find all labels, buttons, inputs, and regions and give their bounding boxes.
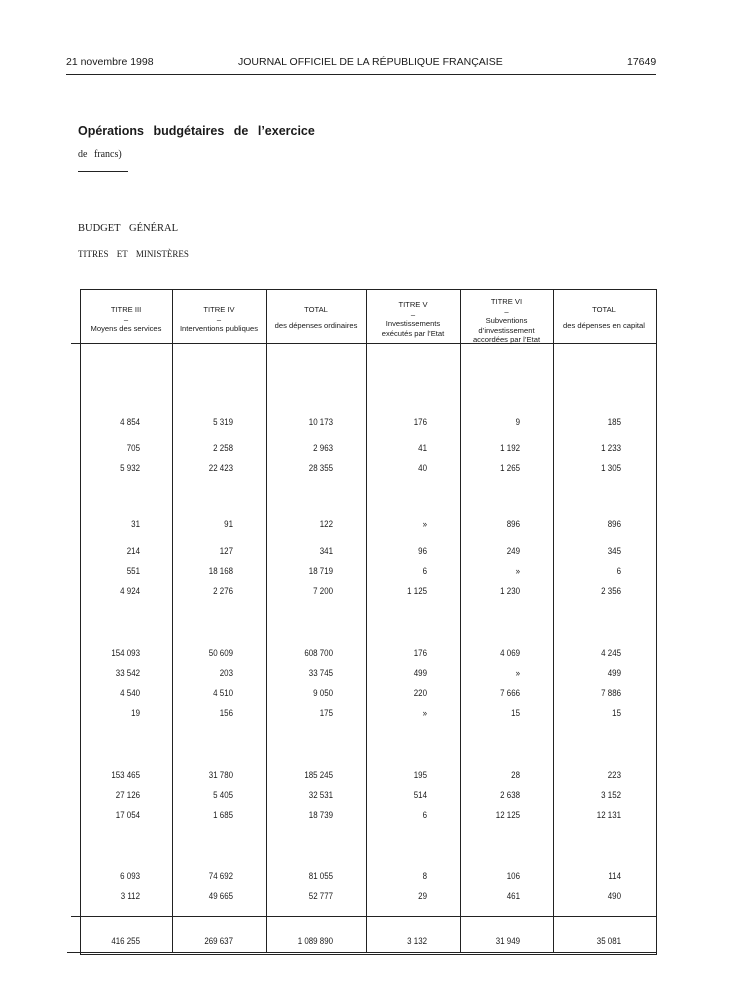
column-divider	[366, 289, 367, 953]
table-cell: 28 355	[308, 463, 333, 473]
table-cell: 49 665	[208, 891, 233, 901]
table-cell: 12 131	[596, 810, 621, 820]
table-cell: 1 192	[500, 443, 520, 453]
table-cell: 10 173	[308, 417, 333, 427]
document-title: Opérations budgétaires de l’exercice	[78, 124, 315, 138]
table-cell: 2 276	[213, 586, 233, 596]
table-cell: 2 963	[313, 443, 333, 453]
table-cell: 1 305	[601, 463, 621, 473]
table-cell: 7 666	[500, 688, 520, 698]
table-total-rule	[71, 916, 656, 917]
table-cell: 114	[608, 871, 621, 881]
column-divider	[553, 289, 554, 953]
table-header-rule	[71, 343, 656, 344]
table-cell: 18 168	[208, 566, 233, 576]
table-cell: »	[422, 708, 427, 718]
table-cell: 41	[418, 443, 427, 453]
table-cell: 33 745	[308, 668, 333, 678]
table-cell: 28	[511, 770, 520, 780]
table-cell: »	[515, 566, 520, 576]
column-divider	[266, 289, 267, 953]
table-cell: 176	[413, 648, 427, 658]
table-cell: 6	[422, 810, 427, 820]
table-cell: 122	[319, 519, 333, 529]
budget-table	[80, 289, 657, 955]
table-cell: 185 245	[304, 770, 333, 780]
header-page-number: 17649	[627, 56, 657, 68]
table-cell: 153 465	[111, 770, 140, 780]
table-cell: 4 245	[601, 648, 621, 658]
table-cell: 52 777	[308, 891, 333, 901]
table-cell: 18 719	[308, 566, 333, 576]
total-cell: 35 081	[596, 936, 621, 946]
title-underline	[78, 171, 128, 172]
total-cell: 1 089 890	[297, 936, 333, 946]
table-cell: 81 055	[308, 871, 333, 881]
table-cell: 19	[131, 708, 140, 718]
table-cell: 22 423	[208, 463, 233, 473]
total-cell: 269 637	[204, 936, 233, 946]
table-cell: 5 319	[213, 417, 233, 427]
table-cell: 31 780	[208, 770, 233, 780]
table-cell: 551	[126, 566, 140, 576]
table-cell: 9	[515, 417, 520, 427]
table-cell: 223	[607, 770, 621, 780]
table-cell: 345	[607, 546, 621, 556]
table-cell: 9 050	[313, 688, 333, 698]
table-cell: 3 152	[601, 790, 621, 800]
column-header-total-ordinaires: TOTAL des dépenses ordinaires	[274, 305, 358, 330]
table-cell: »	[515, 668, 520, 678]
table-cell: 8	[422, 871, 427, 881]
table-cell: 1 125	[407, 586, 427, 596]
header-journal-title: JOURNAL OFFICIEL DE LA RÉPUBLIQUE FRANÇAISE	[238, 56, 503, 68]
table-cell: 127	[219, 546, 233, 556]
column-divider	[172, 289, 173, 953]
table-cell: 6 093	[120, 871, 140, 881]
column-header-titre-iii: TITRE III – Moyens des services	[90, 305, 162, 333]
table-bottom-rule	[67, 952, 656, 953]
total-cell: 3 132	[407, 936, 427, 946]
table-cell: 896	[506, 519, 520, 529]
table-cell: 33 542	[115, 668, 140, 678]
table-cell: 31	[131, 519, 140, 529]
table-cell: 6	[422, 566, 427, 576]
table-cell: 185	[607, 417, 621, 427]
header-date: 21 novembre 1998	[66, 56, 154, 68]
table-cell: 3 112	[120, 891, 140, 901]
table-cell: 608 700	[304, 648, 333, 658]
table-cell: 490	[607, 891, 621, 901]
table-cell: 499	[413, 668, 427, 678]
table-cell: 50 609	[208, 648, 233, 658]
table-cell: 154 093	[111, 648, 140, 658]
table-cell: 1 230	[500, 586, 520, 596]
table-cell: 4 924	[120, 586, 140, 596]
total-cell: 31 949	[495, 936, 520, 946]
table-cell: 220	[413, 688, 427, 698]
table-cell: 705	[126, 443, 140, 453]
table-cell: 249	[506, 546, 520, 556]
table-cell: 214	[126, 546, 140, 556]
table-cell: 18 739	[308, 810, 333, 820]
header-rule	[66, 74, 656, 75]
table-cell: 27 126	[115, 790, 140, 800]
table-cell: 32 531	[308, 790, 333, 800]
table-cell: 7 886	[601, 688, 621, 698]
column-header-titre-iv: TITRE IV – Interventions publiques	[179, 305, 259, 333]
table-cell: 499	[607, 668, 621, 678]
table-cell: 12 125	[495, 810, 520, 820]
table-cell: 1 265	[500, 463, 520, 473]
table-cell: 2 638	[500, 790, 520, 800]
table-cell: 156	[219, 708, 233, 718]
table-cell: 1 233	[601, 443, 621, 453]
table-cell: 7 200	[313, 586, 333, 596]
table-cell: 1 685	[213, 810, 233, 820]
table-cell: 96	[418, 546, 427, 556]
table-cell: 195	[413, 770, 427, 780]
table-cell: 176	[413, 417, 427, 427]
document-subtitle: de francs)	[78, 149, 122, 160]
table-cell: 4 540	[120, 688, 140, 698]
section-budget-general: BUDGET GÉNÉRAL	[78, 223, 179, 234]
table-cell: 4 069	[500, 648, 520, 658]
table-cell: 6	[616, 566, 621, 576]
table-cell: 15	[612, 708, 621, 718]
table-cell: 341	[319, 546, 333, 556]
table-cell: 896	[607, 519, 621, 529]
table-cell: 40	[418, 463, 427, 473]
table-cell: 74 692	[208, 871, 233, 881]
column-header-total-capital: TOTAL des dépenses en capital	[563, 305, 645, 330]
table-cell: 461	[506, 891, 520, 901]
table-cell: »	[422, 519, 427, 529]
table-cell: 5 405	[213, 790, 233, 800]
total-cell: 416 255	[111, 936, 140, 946]
table-cell: 4 854	[120, 417, 140, 427]
column-header-titre-vi: TITRE VI – Subventions d’investissement accordées par l’Etat	[472, 297, 541, 344]
table-cell: 175	[319, 708, 333, 718]
table-cell: 91	[224, 519, 233, 529]
table-cell: 2 356	[601, 586, 621, 596]
column-divider	[460, 289, 461, 953]
table-cell: 5 932	[120, 463, 140, 473]
table-cell: 203	[219, 668, 233, 678]
table-cell: 17 054	[115, 810, 140, 820]
table-cell: 4 510	[213, 688, 233, 698]
column-header-titre-v: TITRE V – Investissements exécutés par l’Etat	[381, 300, 445, 338]
table-cell: 2 258	[213, 443, 233, 453]
table-cell: 15	[511, 708, 520, 718]
section-titres-ministeres: TITRES ET MINISTÈRES	[78, 249, 189, 259]
table-cell: 29	[418, 891, 427, 901]
table-cell: 106	[506, 871, 520, 881]
table-cell: 514	[413, 790, 427, 800]
